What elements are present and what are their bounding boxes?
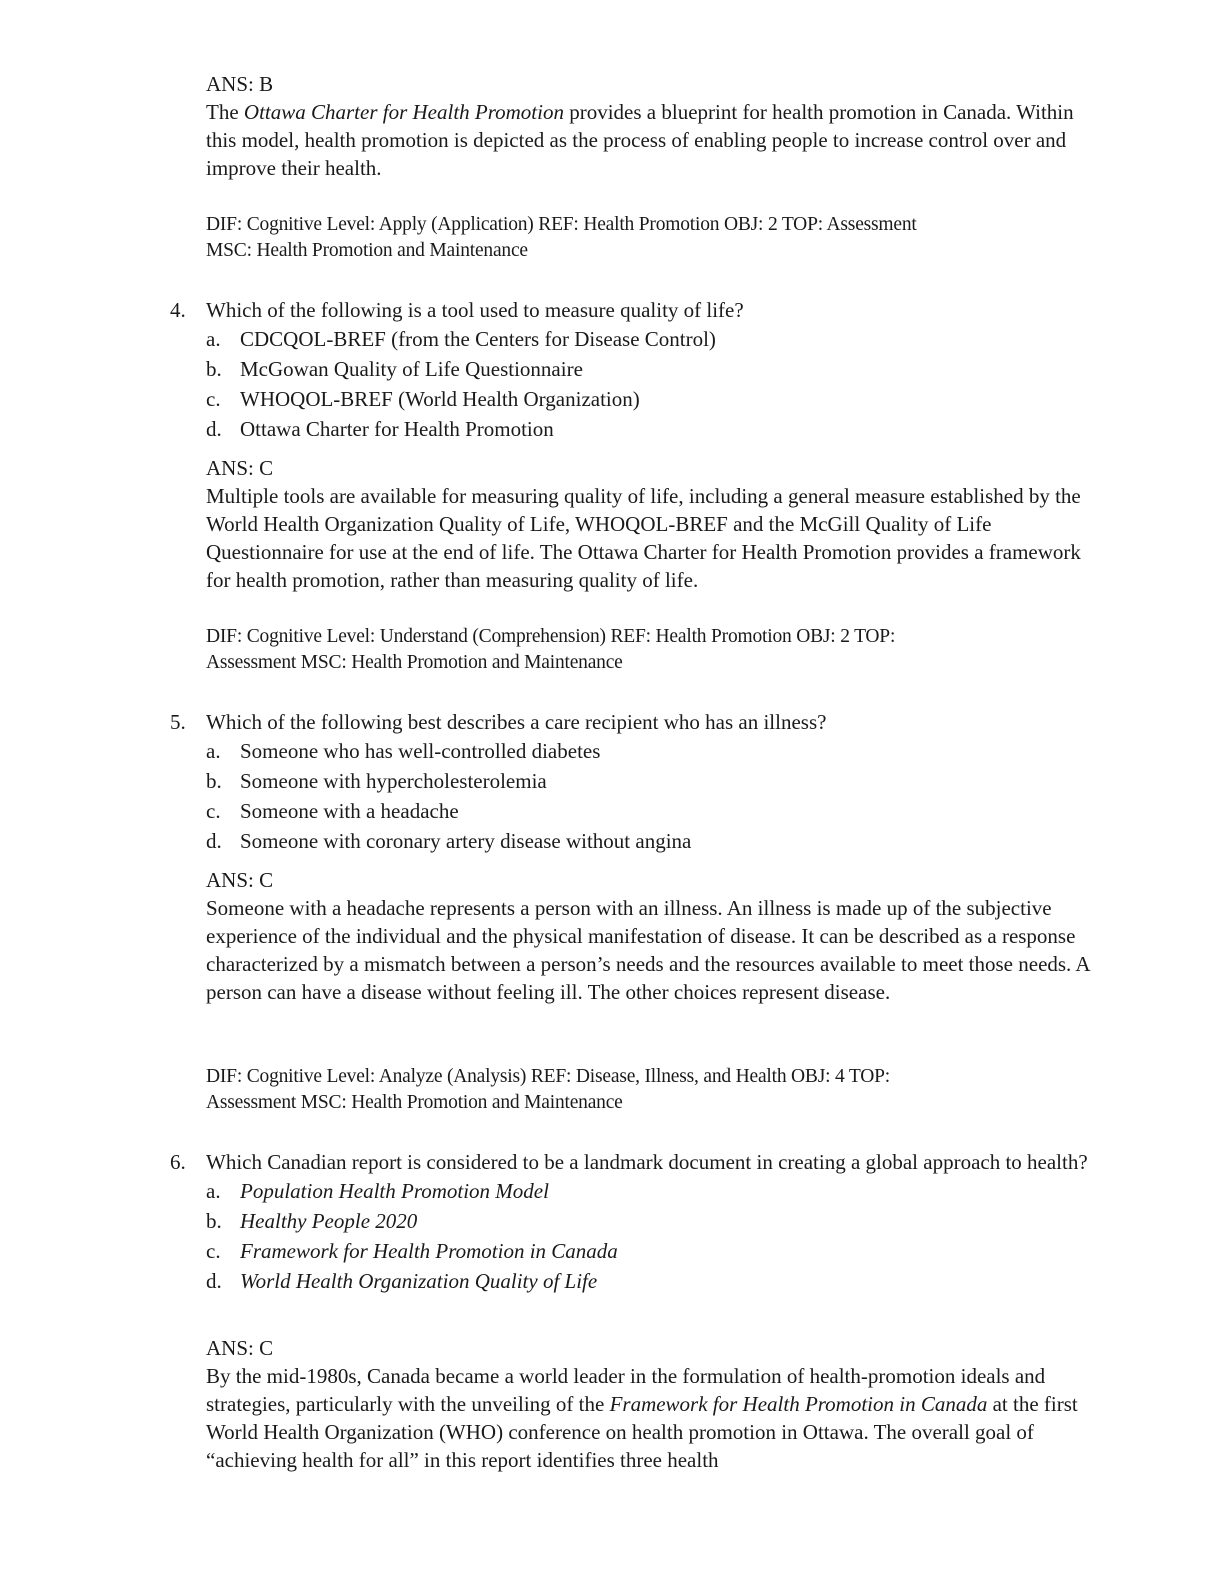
option-letter: b. <box>206 357 222 381</box>
option-text: Population Health Promotion Model <box>240 1179 549 1203</box>
question-number: 6. <box>170 1150 186 1174</box>
q4-metadata <box>206 624 1106 676</box>
metadata-line: MSC: Health Promotion and Maintenance <box>206 240 528 261</box>
option-text: Someone who has well-controlled diabetes <box>240 739 601 763</box>
metadata-line: DIF: Cognitive Level: Apply (Application) REF: Health Promotion OBJ: 2 TOP: Assessment <box>206 214 917 235</box>
answer-key: ANS: C <box>206 1336 274 1360</box>
q4-answer-block <box>206 454 1106 594</box>
option-text: Someone with hypercholesterolemia <box>240 769 547 793</box>
option-letter: d. <box>206 1269 222 1293</box>
question-number: 5. <box>170 710 186 734</box>
option-text: World Health Organization Quality of Life <box>240 1269 598 1293</box>
option-text: WHOQOL-BREF (World Health Organization) <box>240 387 640 411</box>
rationale: Someone with a headache represents a person with an illness. An illness is made up of the subjective experience of the individual and the physical manifestation of disease. It can be described as a response characterized by a mismatch between a person’s needs and the resources available to meet those needs. A person can have a disease without feeling ill. The other choices represent disease. <box>206 896 1090 1004</box>
q3-answer-block <box>206 70 1106 182</box>
option-b <box>206 354 1110 384</box>
q5-answer-block <box>206 866 1106 1006</box>
option-text: Framework for Health Promotion in Canada <box>240 1239 618 1263</box>
q6-answer-block <box>206 1334 1106 1474</box>
question-5 <box>170 708 1110 856</box>
option-d <box>206 826 1110 856</box>
q5-metadata <box>206 1064 1106 1116</box>
option-letter: a. <box>206 739 221 763</box>
option-letter: c. <box>206 1239 221 1263</box>
option-b <box>206 766 1110 796</box>
option-letter: b. <box>206 1209 222 1233</box>
metadata-line: Assessment MSC: Health Promotion and Maintenance <box>206 652 623 673</box>
option-c <box>206 796 1110 826</box>
option-a <box>206 1176 1110 1206</box>
question-text: Which of the following is a tool used to measure quality of life? <box>206 298 744 322</box>
option-text: Someone with a headache <box>240 799 459 823</box>
option-text: Someone with coronary artery disease without angina <box>240 829 692 853</box>
option-letter: d. <box>206 417 222 441</box>
question-4 <box>170 296 1110 444</box>
metadata-line: DIF: Cognitive Level: Understand (Comprehension) REF: Health Promotion OBJ: 2 TOP: <box>206 626 896 647</box>
metadata-line: DIF: Cognitive Level: Analyze (Analysis) REF: Disease, Illness, and Health OBJ: 4 TOP: <box>206 1066 891 1087</box>
q3-metadata <box>206 212 1106 264</box>
option-letter: c. <box>206 387 221 411</box>
option-letter: a. <box>206 327 221 351</box>
option-text: Healthy People 2020 <box>240 1209 418 1233</box>
option-letter: c. <box>206 799 221 823</box>
option-a <box>206 324 1110 354</box>
question-6 <box>170 1148 1110 1296</box>
answer-key: ANS: C <box>206 456 274 480</box>
option-b <box>206 1206 1110 1236</box>
answer-key: ANS: C <box>206 868 274 892</box>
question-text: Which of the following best describes a care recipient who has an illness? <box>206 710 827 734</box>
option-text: CDCQOL-BREF (from the Centers for Disease Control) <box>240 327 716 351</box>
rationale-emphasis: Framework for Health Promotion in Canada <box>609 1392 988 1416</box>
option-c <box>206 384 1110 414</box>
question-number: 4. <box>170 298 186 322</box>
option-text: Ottawa Charter for Health Promotion <box>240 417 554 441</box>
option-d <box>206 414 1110 444</box>
option-d <box>206 1266 1110 1296</box>
question-text: Which Canadian report is considered to be a landmark document in creating a global approach to health? <box>206 1150 1088 1174</box>
answer-key: ANS: B <box>206 72 274 96</box>
rationale: The Ottawa Charter for Health Promotion provides a blueprint for health promotion in Canada. Within this model, health promotion is depicted as the process of enabling people to increase control over and improve their health. <box>206 100 1074 180</box>
option-c <box>206 1236 1110 1266</box>
rationale: Multiple tools are available for measuring quality of life, including a general measure established by the World Health Organization Quality of Life, WHOQOL-BREF and the McGill Quality of Life Questionnaire for use at the end of life. The Ottawa Charter for Health Promotion provides a framework for health promotion, rather than measuring quality of life. <box>206 484 1081 592</box>
rationale-emphasis: Ottawa Charter for Health Promotion <box>243 100 564 124</box>
metadata-line: Assessment MSC: Health Promotion and Maintenance <box>206 1092 623 1113</box>
option-a <box>206 736 1110 766</box>
option-text: McGowan Quality of Life Questionnaire <box>240 357 583 381</box>
rationale: By the mid-1980s, Canada became a world leader in the formulation of health-promotion ideals and strategies, particularly with the unveiling of the Framework for Health Promotion in Canada at the first World Health Organization (WHO) conference on health promotion in Ottawa. The overall goal of “achieving health for all” in this report identifies three health <box>206 1364 1078 1472</box>
option-letter: d. <box>206 829 222 853</box>
option-letter: b. <box>206 769 222 793</box>
option-letter: a. <box>206 1179 221 1203</box>
